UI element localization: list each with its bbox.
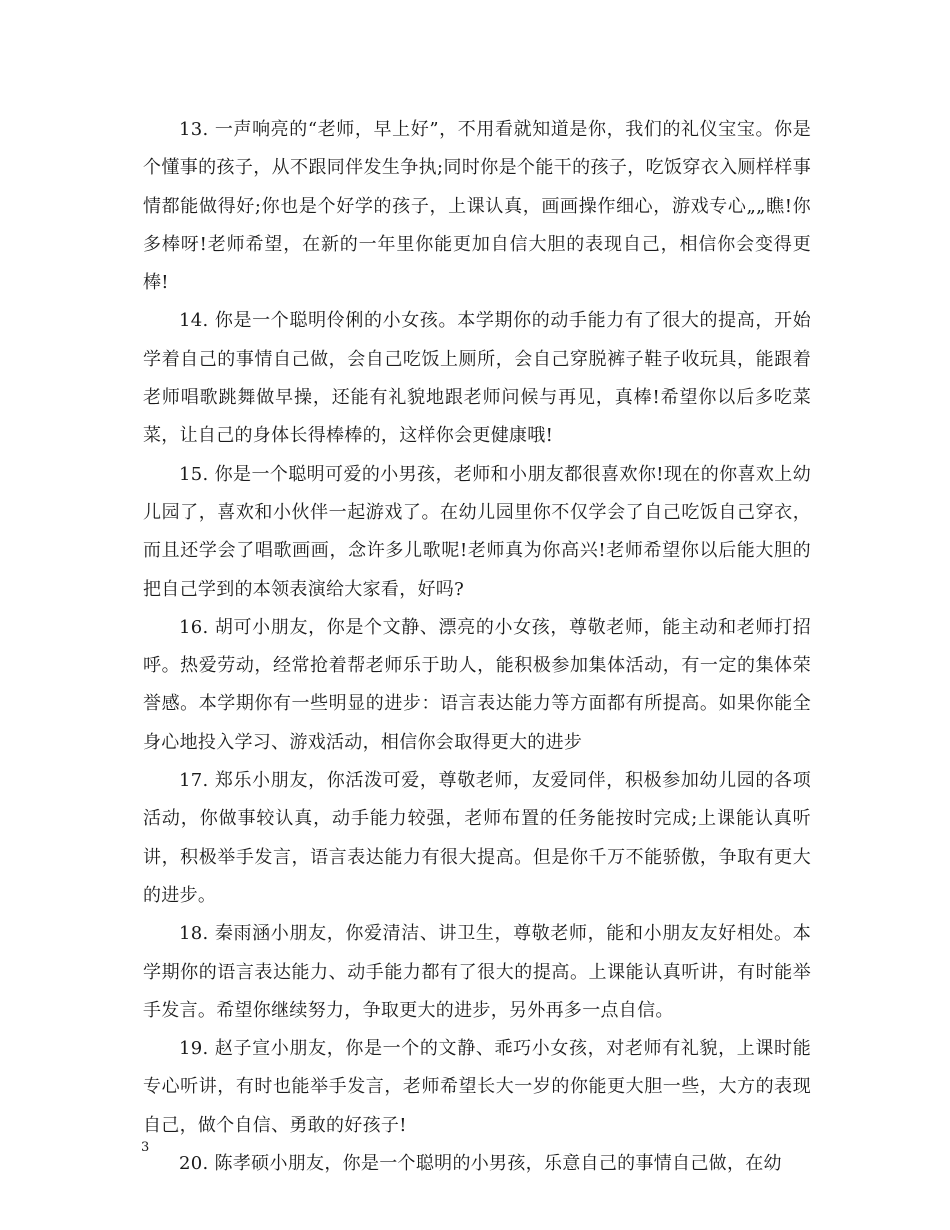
paragraph-17: 17. 郑乐小朋友，你活泼可爱，尊敬老师，友爱同伴，积极参加幼儿园的各项活动，你做事较认真，动手能力较强，老师布置的任务能按时完成;上课能认真听讲，积极举手发言，语言表达能力有很大提高。但是你千万不能骄傲，争取有更大的进步。 (143, 770, 811, 906)
paragraph-19: 19. 赵子宣小朋友，你是一个的文静、乖巧小女孩，对老师有礼貌，上课时能专心听讲，有时也能举手发言，老师希望长大一岁的你能更大胆一些，大方的表现自己，做个自信、勇敢的好孩子! (143, 1038, 811, 1136)
paragraph-13: 13. 一声响亮的“老师，早上好”，不用看就知道是你，我们的礼仪宝宝。你是个懂事的孩子，从不跟同伴发生争执;同时你是个能干的孩子，吃饭穿衣入厕样样事情都能做得好;你也是个好学的孩子，上课认真，画画操作细心，游戏专心„„瞧!你多棒呀!老师希望，在新的一年里你能更加自信大胆的表现自己，相信你会变得更棒! (143, 119, 811, 294)
paragraph-16: 16. 胡可小朋友，你是个文静、漂亮的小女孩，尊敬老师，能主动和老师打招呼。热爱劳动，经常抢着帮老师乐于助人，能积极参加集体活动，有一定的集体荣誉感。本学期你有一些明显的进步：语言表达能力等方面都有所提高。如果你能全身心地投入学习、游戏活动，相信你会取得更大的进步 (143, 616, 811, 753)
page-body (143, 111, 811, 1183)
page-number: 3 (141, 1140, 150, 1155)
paragraph-14: 14. 你是一个聪明伶俐的小女孩。本学期你的动手能力有了很大的提高，开始学着自己的事情自己做，会自己吃饭上厕所，会自己穿脱裤子鞋子收玩具，能跟着老师唱歌跳舞做早操，还能有礼貌地跟老师问候与再见，真棒!希望你以后多吃菜菜，让自己的身体长得棒棒的，这样你会更健康哦! (143, 310, 811, 447)
paragraph-20: 20. 陈孝硕小朋友，你是一个聪明的小男孩，乐意自己的事情自己做，在幼 (179, 1153, 782, 1175)
paragraph-15: 15. 你是一个聪明可爱的小男孩，老师和小朋友都很喜欢你!现在的你喜欢上幼儿园了，喜欢和小伙伴一起游戏了。在幼儿园里你不仅学会了自己吃饭自己穿衣，而且还学会了唱歌画画，念许多儿歌呢!老师真为你高兴!老师希望你以后能大胆的把自己学到的本领表演给大家看，好吗? (143, 463, 811, 600)
paragraph-18: 18. 秦雨涵小朋友，你爱清洁、讲卫生，尊敬老师，能和小朋友友好相处。本学期你的语言表达能力、动手能力都有了很大的提高。上课能认真听讲，有时能举手发言。希望你继续努力，争取更大的进步，另外再多一点自信。 (143, 923, 811, 1021)
